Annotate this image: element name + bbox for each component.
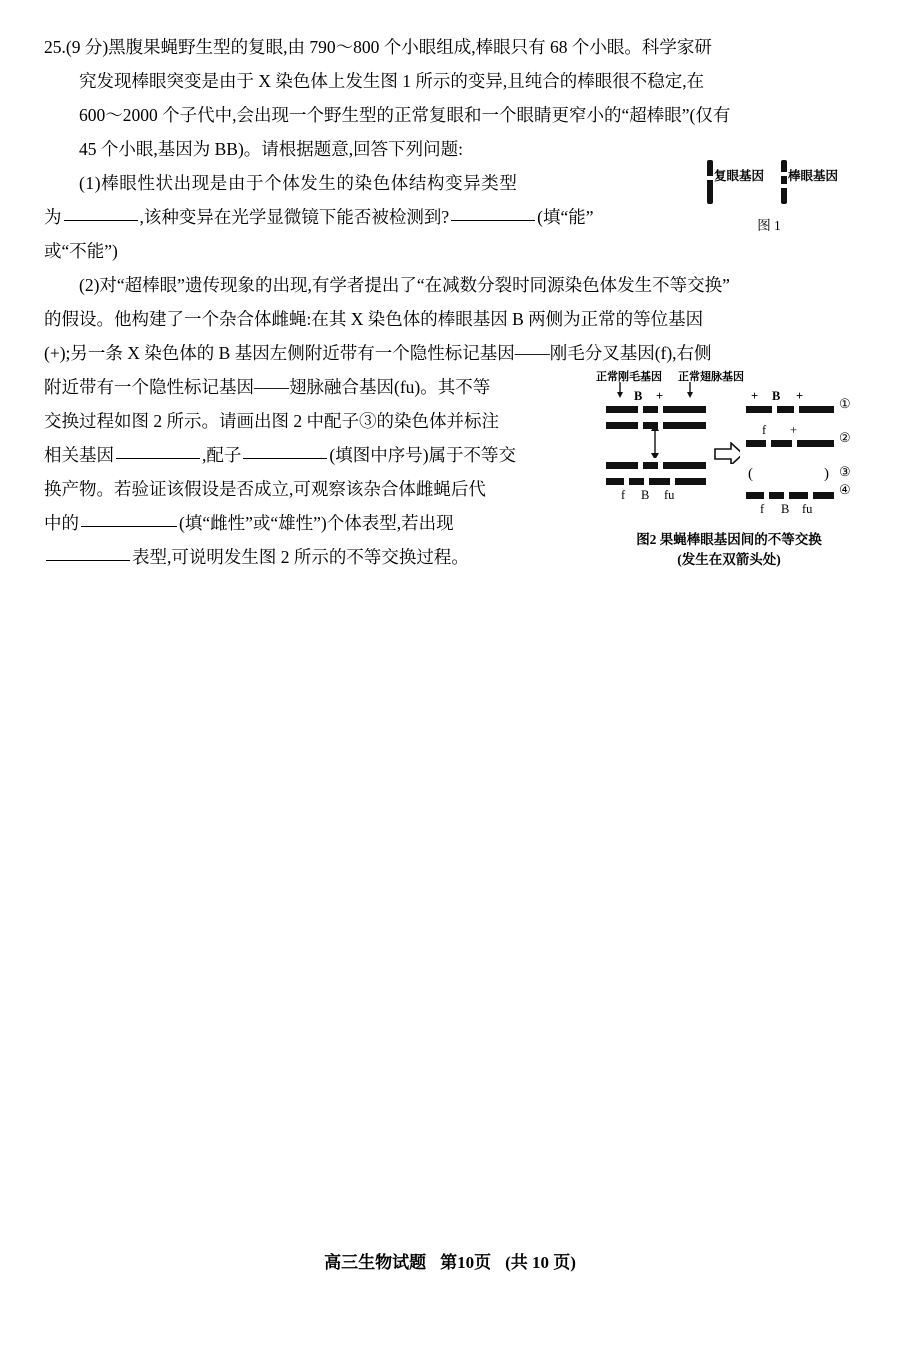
figure-2-gamete-3-paren-right: ) xyxy=(824,466,829,482)
stem-text-2: 究发现棒眼突变是由于 X 染色体上发生图 1 所示的变异,且纯合的棒眼很不稳定,在 xyxy=(79,71,705,91)
q2-text-8a: 中的 xyxy=(44,513,79,533)
sub-question-2-line-3 xyxy=(44,336,856,370)
figure-2-caption xyxy=(596,530,862,570)
figure-2-gene-B-top: B xyxy=(634,389,643,403)
sub-question-2-line-4 xyxy=(44,370,592,404)
sub-question-2-line-2 xyxy=(44,302,856,336)
figure-2-gamete-3-paren-left: ( xyxy=(748,466,753,482)
figure-2-gamete-4-gene-1: f xyxy=(760,502,765,516)
figure-1 xyxy=(700,152,840,252)
figure-2-pointer-icons xyxy=(614,382,714,398)
figure-2-gamete-2-gene-1: f xyxy=(762,423,767,437)
stem-text-3: 600～2000 个子代中,会出现一个野生型的正常复眼和一个眼睛更窄小的“超棒眼”(仅有 xyxy=(79,105,731,125)
answer-blank-6[interactable] xyxy=(46,559,130,561)
figure-2-gene-fu-bottom: fu xyxy=(664,488,675,502)
answer-blank-1[interactable] xyxy=(64,219,138,221)
figure-2-gene-f-bottom: f xyxy=(621,488,626,502)
sub-question-2-line-9 xyxy=(44,540,592,574)
figure-2-gamete-1-gene-3: + xyxy=(796,389,804,403)
q2-text-8b: (填“雌性”或“雄性”)个体表型,若出现 xyxy=(179,513,454,533)
figure-2-caption-line-1: 图2 果蝇棒眼基因间的不等交换 xyxy=(636,532,822,547)
q2-text-6b: ,配子 xyxy=(202,445,242,465)
sub-question-1-line-2 xyxy=(44,200,694,234)
figure-1-label-left: 复眼基因 xyxy=(714,169,765,183)
q2-text-5: 交换过程如图 2 所示。请画出图 2 中配子③的染色体并标注 xyxy=(44,411,499,431)
figure-2-left-chromatid-3 xyxy=(606,462,706,469)
footer-page: 第10页 xyxy=(440,1253,492,1272)
chromosome-bar-eye-icon xyxy=(781,160,787,204)
figure-2-gamete-4-gene-3: fu xyxy=(802,502,813,516)
figure-2-left-chromatid-1 xyxy=(606,406,706,413)
sub-question-2-line-8 xyxy=(44,506,592,540)
figure-1-caption: 图 1 xyxy=(757,218,781,233)
chromosome-normal-icon xyxy=(707,160,713,204)
q1-text-2a: 为 xyxy=(44,207,62,227)
question-stem-line-2 xyxy=(44,64,856,98)
question-number: 25. xyxy=(44,37,66,57)
q1-text-2c: (填“能” xyxy=(537,207,594,227)
figure-2-gamete-2-chromosome xyxy=(746,440,834,447)
figure-2-left-chromatid-4 xyxy=(606,478,706,485)
figure-2-gamete-1-gene-1: + xyxy=(751,389,759,403)
figure-2-gamete-mark-1: ① xyxy=(839,396,851,411)
q2-text-9b: 表型,可说明发生图 2 所示的不等交换过程。 xyxy=(132,547,469,567)
figure-2-gamete-mark-2: ② xyxy=(839,430,851,445)
answer-blank-2[interactable] xyxy=(451,219,535,221)
stem-text-1: 黑腹果蝇野生型的复眼,由 790～800 个小眼组成,棒眼只有 68 个小眼。科学家研 xyxy=(108,37,712,57)
figure-2-process-arrow-icon xyxy=(714,442,740,464)
answer-blank-4[interactable] xyxy=(243,457,327,459)
sub-question-2-line-7 xyxy=(44,472,592,506)
figure-2-label-right: 正常翅脉基因 xyxy=(678,371,744,383)
q2-text-6c: (填图中序号)属于不等交 xyxy=(329,445,517,465)
q2-text-1: (2)对“超棒眼”遗传现象的出现,有学者提出了“在减数分裂时同源染色体发生不等交换” xyxy=(79,275,730,295)
q2-text-2: 的假设。他构建了一个杂合体雌蝇:在其 X 染色体的棒眼基因 B 两侧为正常的等位基因 xyxy=(44,309,704,329)
q2-text-4: 附近带有一个隐性标记基因——翅脉融合基因(fu)。其不等 xyxy=(44,377,491,397)
figure-2-gene-plus-top: + xyxy=(656,389,664,403)
sub-question-2-line-1 xyxy=(44,268,856,302)
figure-1-label-right: 棒眼基因 xyxy=(788,169,839,183)
q1-text-2b: ,该种变异在光学显微镜下能否被检测到? xyxy=(139,207,450,227)
question-stem-line-3 xyxy=(44,98,856,132)
answer-blank-5[interactable] xyxy=(81,525,177,527)
figure-2-gamete-1-chromosome xyxy=(746,406,834,413)
q1-text-3: 或“不能”) xyxy=(44,241,118,261)
question-score: (9 分) xyxy=(65,37,109,57)
figure-2-gamete-2-gene-2: + xyxy=(790,423,798,437)
sub-question-2-line-5 xyxy=(44,404,592,438)
figure-2-gamete-mark-4: ④ xyxy=(839,482,851,497)
figure-2-caption-line-2: (发生在双箭头处) xyxy=(677,552,781,567)
q1-text-1: (1)棒眼性状出现是由于个体发生的染色体结构变异类型 xyxy=(79,173,518,193)
stem-text-4: 45 个小眼,基因为 BB)。请根据题意,回答下列问题: xyxy=(79,139,464,159)
figure-2-label-left: 正常刚毛基因 xyxy=(596,371,662,383)
q2-text-7: 换产物。若验证该假设是否成立,可观察该杂合体雌蝇后代 xyxy=(44,479,486,499)
figure-2-gamete-mark-3: ③ xyxy=(839,464,851,479)
figure-2-gene-B-bottom: B xyxy=(641,488,650,502)
answer-blank-3[interactable] xyxy=(116,457,200,459)
footer-subject: 高三生物试题 xyxy=(324,1253,427,1272)
figure-2-gamete-1-gene-2: B xyxy=(772,389,781,403)
q2-text-6a: 相关基因 xyxy=(44,445,114,465)
page-footer xyxy=(0,1248,900,1273)
q2-text-3: (+);另一条 X 染色体的 B 基因左侧附近带有一个隐性标记基因——刚毛分叉基因(f),右侧 xyxy=(44,343,712,363)
figure-2-gamete-4-chromosome xyxy=(746,492,834,499)
figure-2-double-arrow-icon xyxy=(648,424,660,458)
sub-question-1-line-1 xyxy=(44,166,694,200)
figure-2-gamete-4-gene-2: B xyxy=(781,502,790,516)
question-stem-line-1 xyxy=(44,30,856,64)
sub-question-2-line-6 xyxy=(44,438,592,472)
footer-total: (共 10 页) xyxy=(505,1253,576,1272)
